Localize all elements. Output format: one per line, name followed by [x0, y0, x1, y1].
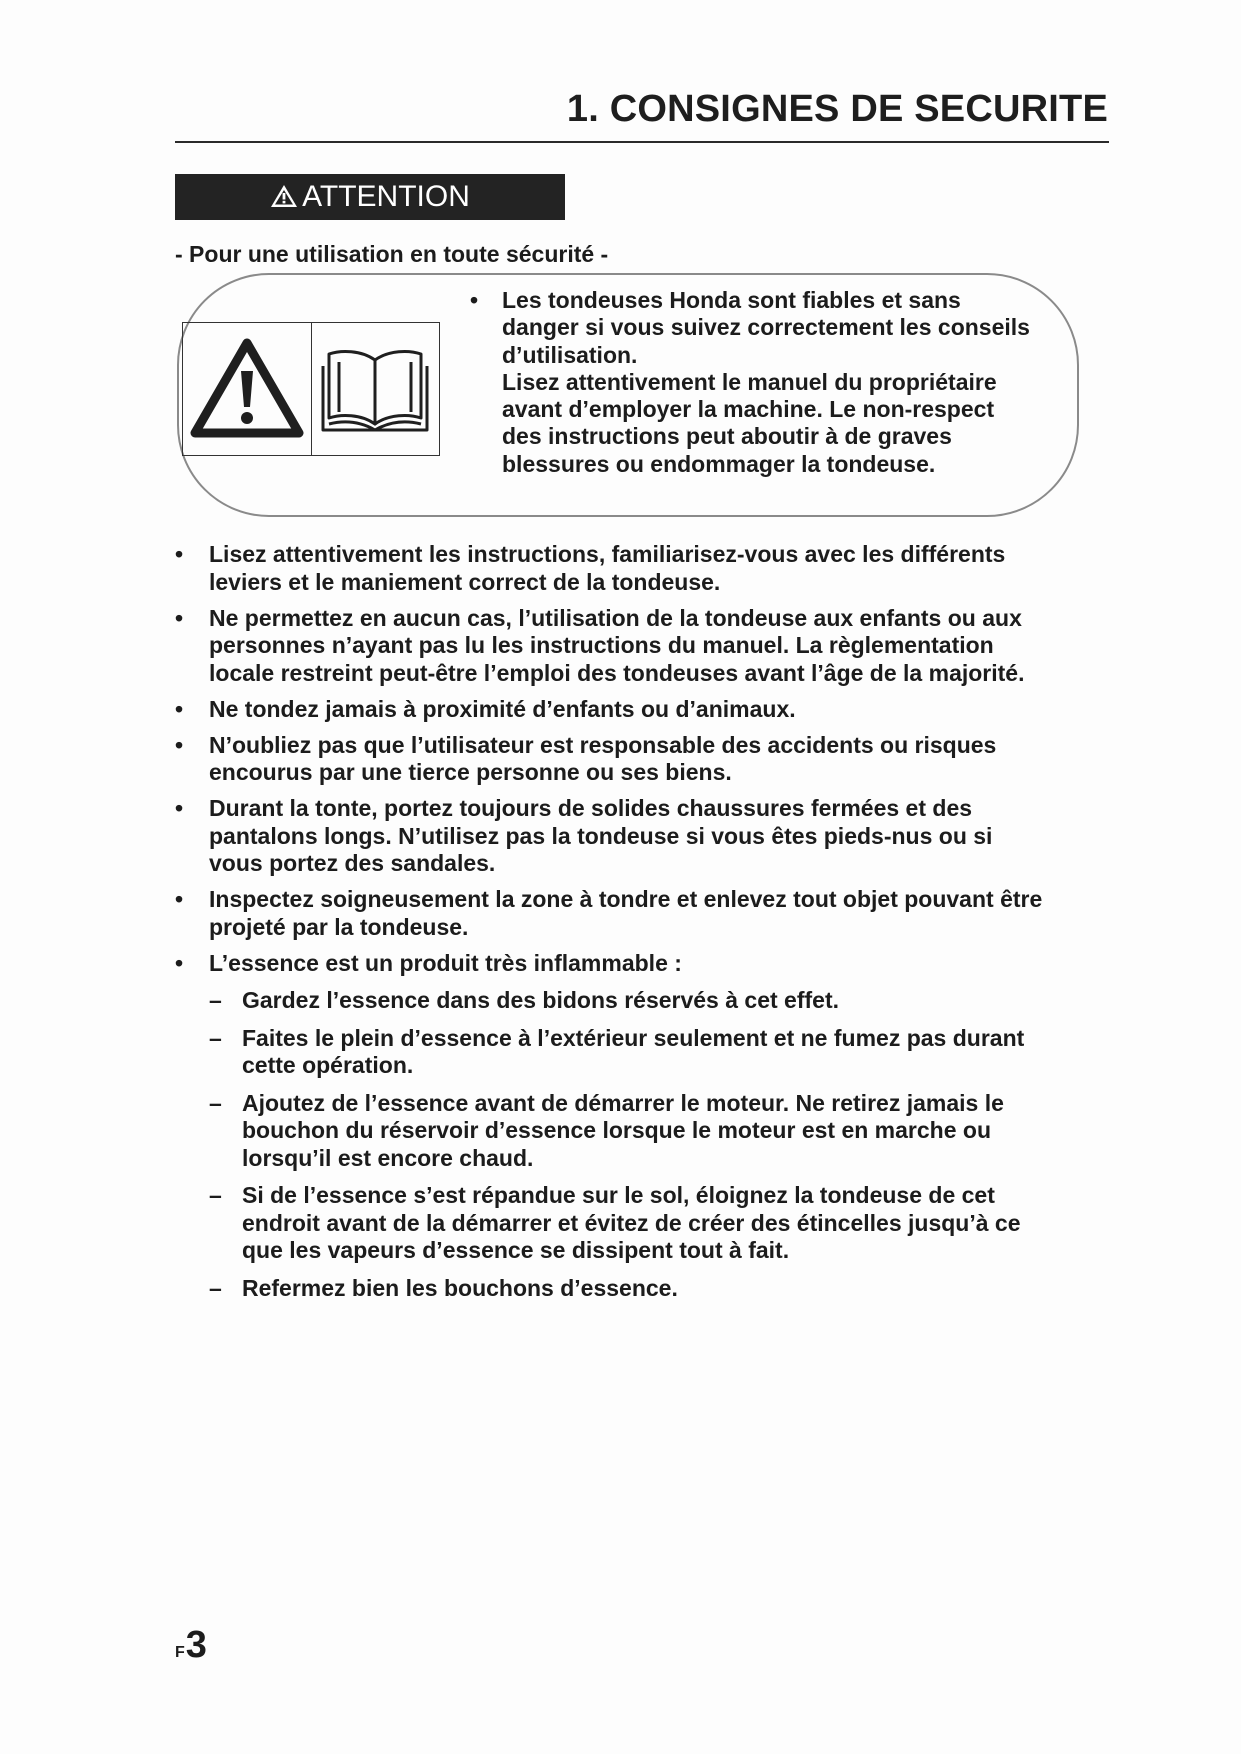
- bullet-marker: •: [175, 949, 184, 976]
- section-subtitle: - Pour une utilisation en toute sécurité -: [175, 241, 609, 267]
- list-item: [175, 696, 1115, 724]
- warning-triangle-icon: [270, 184, 298, 208]
- item-line: bouchon du réservoir d’essence lorsque le moteur est en marche ou: [242, 1117, 991, 1143]
- intro-line: Lisez attentivement le manuel du propriétaire: [502, 368, 997, 395]
- sub-list-item: [209, 1182, 1115, 1265]
- item-line: leviers et le maniement correct de la tondeuse.: [209, 568, 721, 595]
- intro-text: [470, 287, 1080, 478]
- pictogram-frame: [182, 322, 440, 456]
- bullet-marker: •: [175, 695, 184, 722]
- bullet-marker: •: [175, 795, 184, 821]
- page-title: 1. CONSIGNES DE SECURITE: [566, 88, 1108, 130]
- safety-instructions-list: [175, 541, 1115, 1312]
- item-line: personnes n’ayant pas lu les instructions du manuel. La règlementation: [209, 632, 994, 658]
- item-line: Si de l’essence s’est répandue sur le sol, éloignez la tondeuse de cet: [242, 1182, 995, 1208]
- item-line: Ne tondez jamais à proximité d’enfants ou d’animaux.: [209, 695, 796, 722]
- warning-pictogram: [183, 323, 311, 455]
- item-line: Durant la tonte, portez toujours de solides chaussures fermées et des: [209, 795, 973, 821]
- list-item: [175, 732, 1115, 787]
- item-line: encourus par une tierce personne ou ses biens.: [209, 759, 732, 785]
- intro-line: d’utilisation.: [502, 341, 638, 368]
- item-line: Faites le plein d’essence à l’extérieur seulement et ne fumez pas durant: [242, 1024, 1025, 1051]
- item-line: cette opération.: [242, 1052, 414, 1078]
- dash-marker: –: [209, 1182, 222, 1208]
- list-item: [175, 795, 1115, 878]
- item-line: Lisez attentivement les instructions, familiarisez-vous avec les différents: [209, 541, 1006, 567]
- item-line: Inspectez soigneusement la zone à tondre et enlevez tout objet pouvant être: [209, 886, 1043, 912]
- item-line: Gardez l’essence dans des bidons réservés à cet effet.: [242, 987, 840, 1013]
- sub-list-item: [209, 987, 1115, 1015]
- intro-line: avant d’employer la machine. Le non-respect: [502, 396, 995, 423]
- bullet-marker: •: [175, 604, 184, 631]
- item-line: L’essence est un produit très inflammable :: [209, 949, 682, 976]
- sub-list-item: [209, 1025, 1115, 1080]
- bullet-marker: •: [470, 287, 479, 313]
- attention-label: ATTENTION: [302, 180, 470, 213]
- intro-line: danger si vous suivez correctement les conseils: [502, 314, 1030, 341]
- item-line: Ne permettez en aucun cas, l’utilisation de la tondeuse aux enfants ou aux: [209, 604, 1022, 631]
- intro-line: des instructions peut aboutir à de graves: [502, 423, 952, 450]
- sub-list-item: [209, 1090, 1115, 1173]
- list-item: [175, 886, 1115, 941]
- list-item: [175, 605, 1115, 688]
- item-line: locale restreint peut-être l’emploi des tondeuses avant l’âge de la majorité.: [209, 659, 1025, 686]
- manual-pictogram: [311, 323, 440, 455]
- list-item: [175, 541, 1115, 596]
- bullet-marker: •: [175, 731, 184, 758]
- item-line: Refermez bien les bouchons d’essence.: [242, 1274, 678, 1301]
- item-line: pantalons longs. N’utilisez pas la tondeuse si vous êtes pieds-nus ou si: [209, 822, 993, 849]
- dash-marker: –: [209, 1089, 222, 1116]
- page-number-value: 3: [185, 1624, 207, 1666]
- title-divider: [175, 141, 1109, 143]
- item-line: lorsqu’il est encore chaud.: [242, 1144, 534, 1171]
- item-line: que les vapeurs d’essence se dissipent tout à fait.: [242, 1237, 790, 1263]
- intro-line: Les tondeuses Honda sont fiables et sans: [502, 287, 961, 313]
- attention-banner: [175, 174, 565, 220]
- list-item: [175, 950, 1115, 1303]
- dash-marker: –: [209, 1274, 222, 1301]
- bullet-marker: •: [175, 886, 184, 912]
- sub-list-item: [209, 1275, 1115, 1303]
- item-line: projeté par la tondeuse.: [209, 913, 469, 940]
- item-line: Ajoutez de l’essence avant de démarrer le moteur. Ne retirez jamais le: [242, 1089, 1004, 1116]
- bullet-marker: •: [175, 541, 184, 567]
- intro-paragraph: [502, 287, 1080, 478]
- page-number: [175, 1624, 207, 1667]
- open-book-icon: [317, 344, 433, 434]
- item-line: N’oubliez pas que l’utilisateur est responsable des accidents ou risques: [209, 731, 997, 758]
- intro-line: blessures ou endommager la tondeuse.: [502, 450, 936, 477]
- page-prefix: F: [175, 1644, 185, 1661]
- fuel-safety-sublist: [209, 987, 1115, 1302]
- dash-marker: –: [209, 1024, 222, 1051]
- dash-marker: –: [209, 987, 222, 1013]
- item-line: endroit avant de la démarrer et évitez de créer des étincelles jusqu’à ce: [242, 1209, 1021, 1236]
- item-line: vous portez des sandales.: [209, 850, 496, 876]
- warning-triangle-icon: [189, 337, 305, 441]
